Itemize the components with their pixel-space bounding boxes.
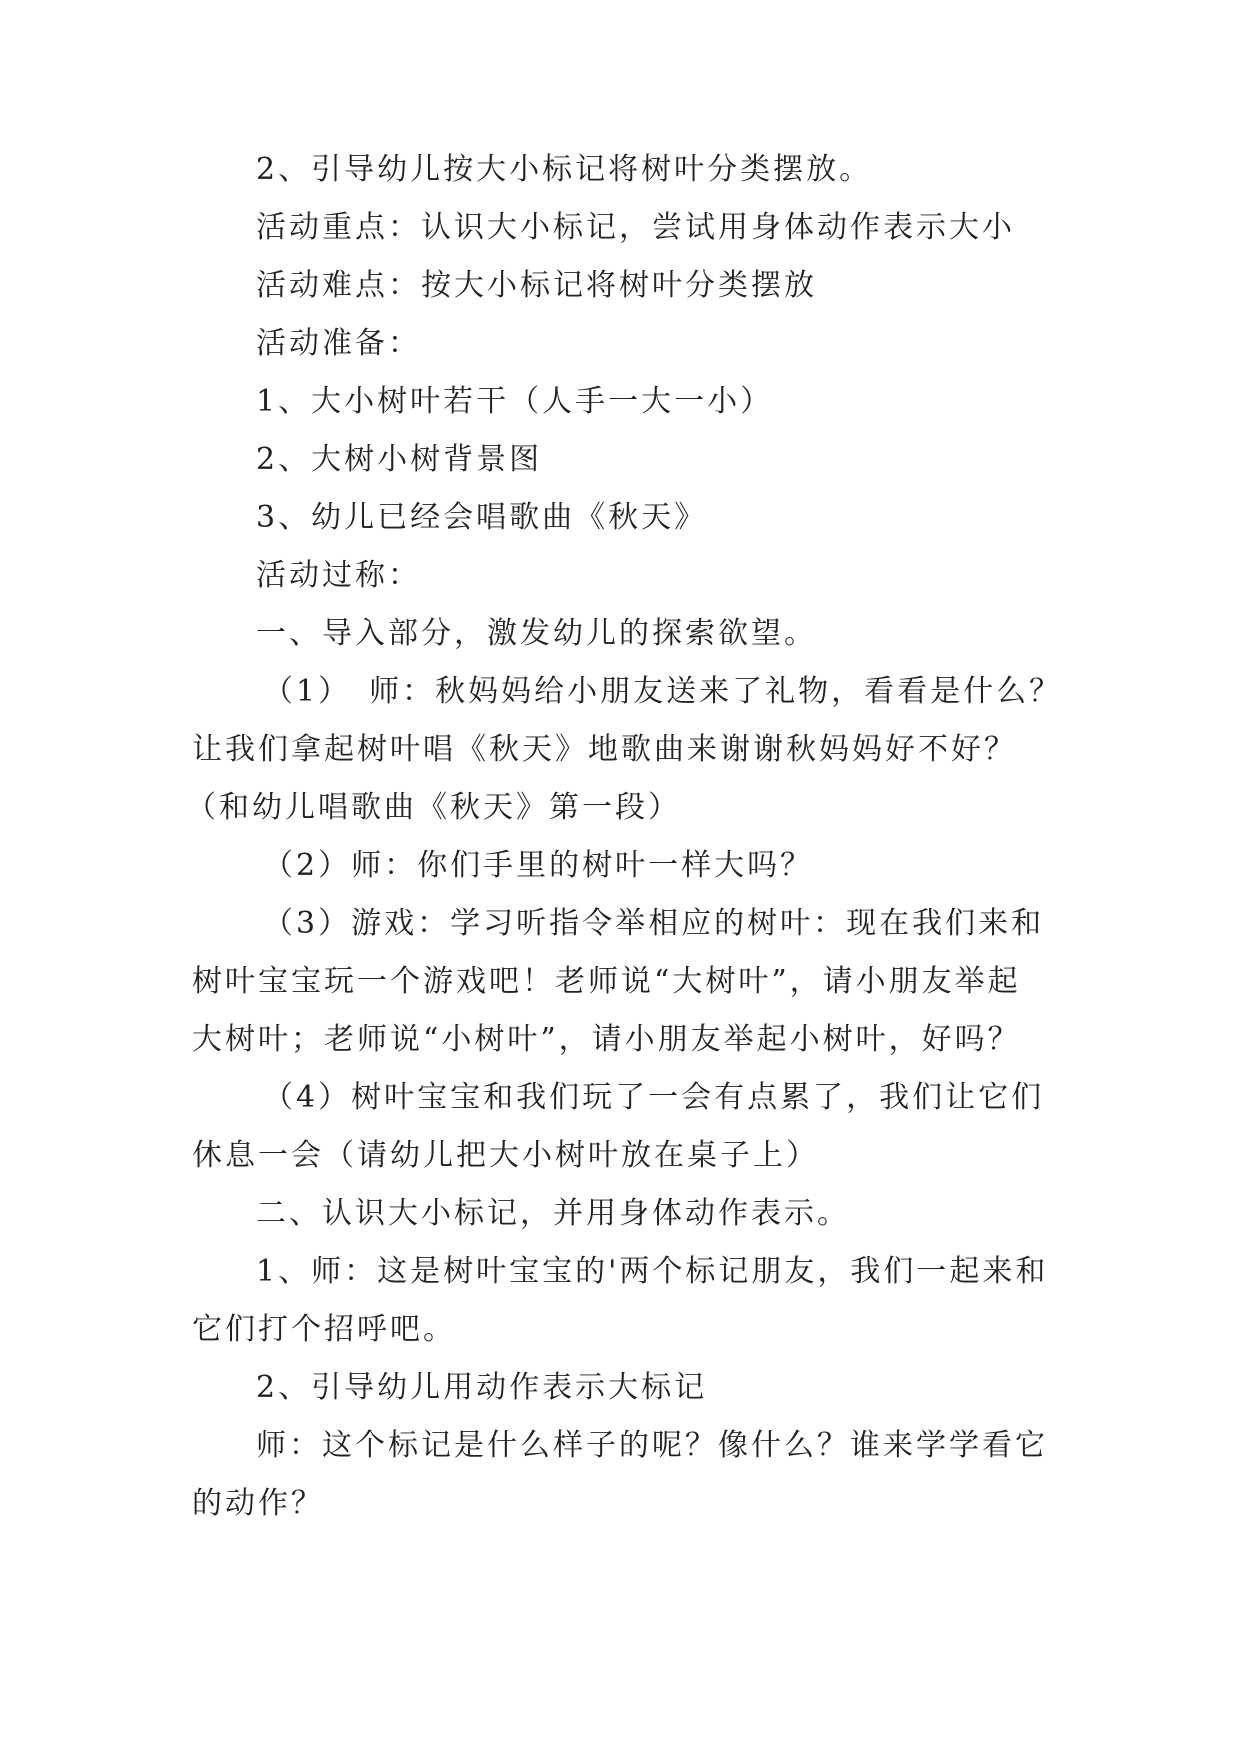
text-line: （1） 师：秋妈妈给小朋友送来了礼物，看看是什么？ bbox=[263, 674, 1063, 709]
text-line: 二、认识大小标记，并用身体动作表示。 bbox=[256, 1196, 850, 1231]
text-line: 2、大树小树背景图 bbox=[256, 442, 543, 477]
text-line: 让我们拿起树叶唱《秋天》地歌曲来谢谢秋妈妈好不好？ bbox=[192, 732, 1017, 767]
text-line: 的动作？ bbox=[192, 1486, 324, 1521]
text-line: 大树叶；老师说“小树叶”，请小朋友举起小树叶，好吗？ bbox=[192, 1022, 1021, 1057]
text-line: 它们打个招呼吧。 bbox=[192, 1312, 456, 1347]
text-line: 活动准备： bbox=[256, 326, 421, 361]
text-line: （2）师：你们手里的树叶一样大吗？ bbox=[263, 848, 814, 883]
text-line: 活动难点：按大小标记将树叶分类摆放 bbox=[256, 268, 817, 303]
text-line: 休息一会（请幼儿把大小树叶放在桌子上） bbox=[192, 1138, 819, 1173]
text-line: 活动过称： bbox=[256, 558, 421, 593]
text-line: 1、大小树叶若干（人手一大一小） bbox=[256, 384, 774, 419]
text-line: 师：这个标记是什么样子的呢？像什么？谁来学学看它 bbox=[256, 1428, 1048, 1463]
text-line: 2、引导幼儿按大小标记将树叶分类摆放。 bbox=[256, 152, 873, 187]
text-line: （4）树叶宝宝和我们玩了一会有点累了，我们让它们 bbox=[263, 1080, 1045, 1115]
text-line: （和幼儿唱歌曲《秋天》第一段） bbox=[186, 790, 681, 825]
text-line: 一、导入部分，激发幼儿的探索欲望。 bbox=[256, 616, 817, 651]
text-line: 1、师：这是树叶宝宝的'两个标记朋友，我们一起来和 bbox=[256, 1254, 1049, 1289]
text-line: 3、幼儿已经会唱歌曲《秋天》 bbox=[256, 500, 708, 535]
text-line: 树叶宝宝玩一个游戏吧！老师说“大树叶”，请小朋友举起 bbox=[192, 964, 1021, 999]
text-line: 2、引导幼儿用动作表示大标记 bbox=[256, 1370, 708, 1405]
text-line: 活动重点：认识大小标记，尝试用身体动作表示大小 bbox=[256, 210, 1015, 245]
text-line: （3）游戏：学习听指令举相应的树叶：现在我们来和 bbox=[263, 906, 1045, 941]
